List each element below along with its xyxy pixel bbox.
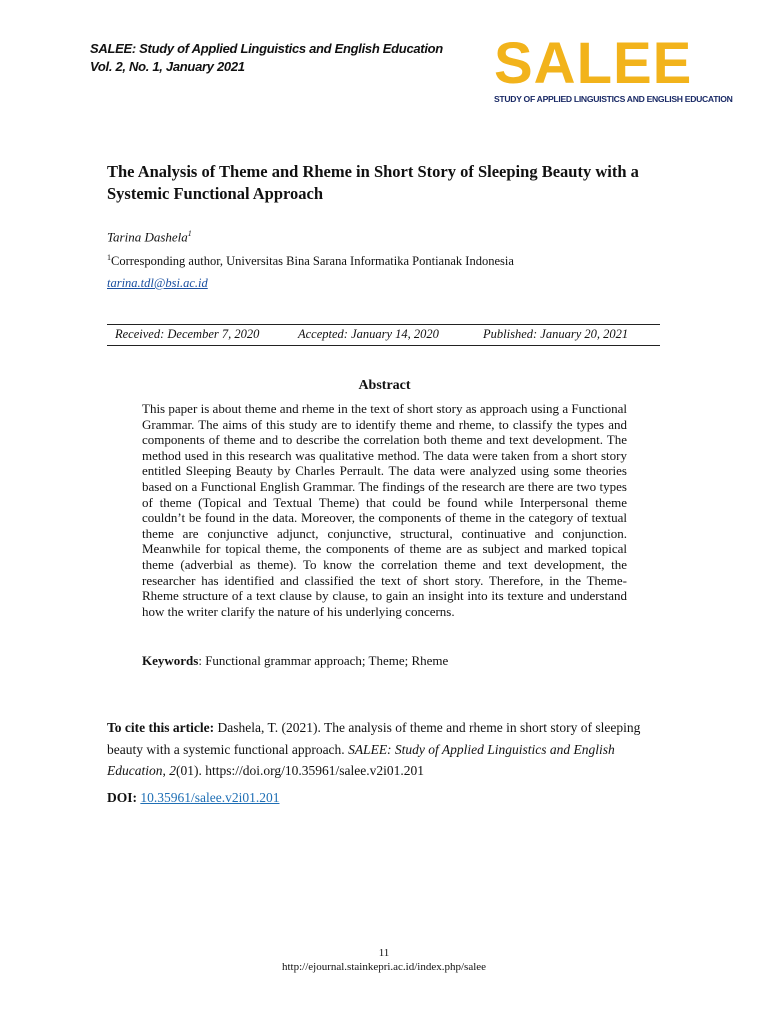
- journal-header: [90, 40, 443, 76]
- page-footer: [0, 946, 768, 974]
- logo-wordmark: SALEE: [494, 31, 693, 96]
- author-line: [107, 229, 192, 245]
- journal-volume: Vol. 2, No. 1, January 2021: [90, 59, 245, 74]
- affiliation-line: [107, 253, 514, 269]
- journal-url[interactable]: http://ejournal.stainkepri.ac.id/index.php/salee: [281, 961, 487, 973]
- doi-line: [107, 790, 279, 806]
- abstract-heading: Abstract: [358, 378, 411, 393]
- citation-volume: 2: [169, 763, 176, 778]
- author-superscript: 1: [187, 229, 192, 238]
- journal-logo: [494, 31, 733, 104]
- page-number: 11: [378, 947, 390, 959]
- abstract-body: This paper is about theme and rheme in the text of short story as approach using a Functional Grammar. The aims of this study are to identify theme and rheme, to classify the types and components of theme and to describe the correlation both theme and text development. The method used in this research was qualitative method. The data were taken from a short story entitled Sleeping Beauty by Charles Perrault. The data were analyzed using some theories based on a Functional English Grammar. The findings of the research are there are two types of theme (Topical and Textual Theme) that could be found while Interpersonal theme couldn’t be found in the data. Moreover, the components of theme in the category of textual theme are conjunctive adjunct, conjunctive, structural, continuative and conjunction. Meanwhile for topical theme, the components of theme are as subject and marked topical theme (adverbial as theme). To know the correlation theme and text development, the researcher has identified and classified the text of short story. Therefore, in the Theme-Rheme structure of a text clause by clause, to gain an insight into its texture and understand how the writer clarify the nature of his underlying concerns.: [142, 401, 627, 619]
- doi-label: DOI:: [107, 790, 137, 805]
- affiliation-superscript: 1: [107, 253, 111, 262]
- received-date: Received: December 7, 2020: [115, 327, 260, 341]
- citation-block: [107, 717, 662, 782]
- logo-subtitle: STUDY OF APPLIED LINGUISTICS AND ENGLISH EDUCATION: [494, 94, 733, 104]
- publication-dates: [107, 324, 660, 346]
- citation-journal: SALEE: Study of Applied Linguistics and English Education: [107, 741, 615, 778]
- accepted-date: Accepted: January 14, 2020: [298, 327, 439, 341]
- doi-link[interactable]: 10.35961/salee.v2i01.201: [140, 790, 280, 805]
- keywords-text: : Functional grammar approach; Theme; Rheme: [198, 653, 449, 668]
- journal-name: SALEE: Study of Applied Linguistics and English Education: [90, 41, 443, 56]
- keywords-line: [142, 653, 448, 669]
- citation-label: To cite this article:: [107, 720, 215, 735]
- author-email-link[interactable]: tarina.tdl@bsi.ac.id: [107, 276, 208, 290]
- keywords-label: Keywords: [142, 653, 199, 668]
- article-title: The Analysis of Theme and Rheme in Short Story of Sleeping Beauty with a Systemic Functional Approach: [107, 162, 639, 203]
- citation-separator: ,: [162, 763, 170, 778]
- published-date: Published: January 20, 2021: [483, 327, 629, 341]
- citation-text: Dashela, T. (2021). The analysis of theme and rheme in short story of sleeping beauty with a systemic functional approach.: [107, 720, 641, 757]
- author-name: Tarina Dashela: [107, 229, 188, 245]
- citation-issue-url: (01). https://doi.org/10.35961/salee.v2i01.201: [176, 763, 424, 778]
- affiliation-text: Corresponding author, Universitas Bina Sarana Informatika Pontianak Indonesia: [111, 254, 514, 269]
